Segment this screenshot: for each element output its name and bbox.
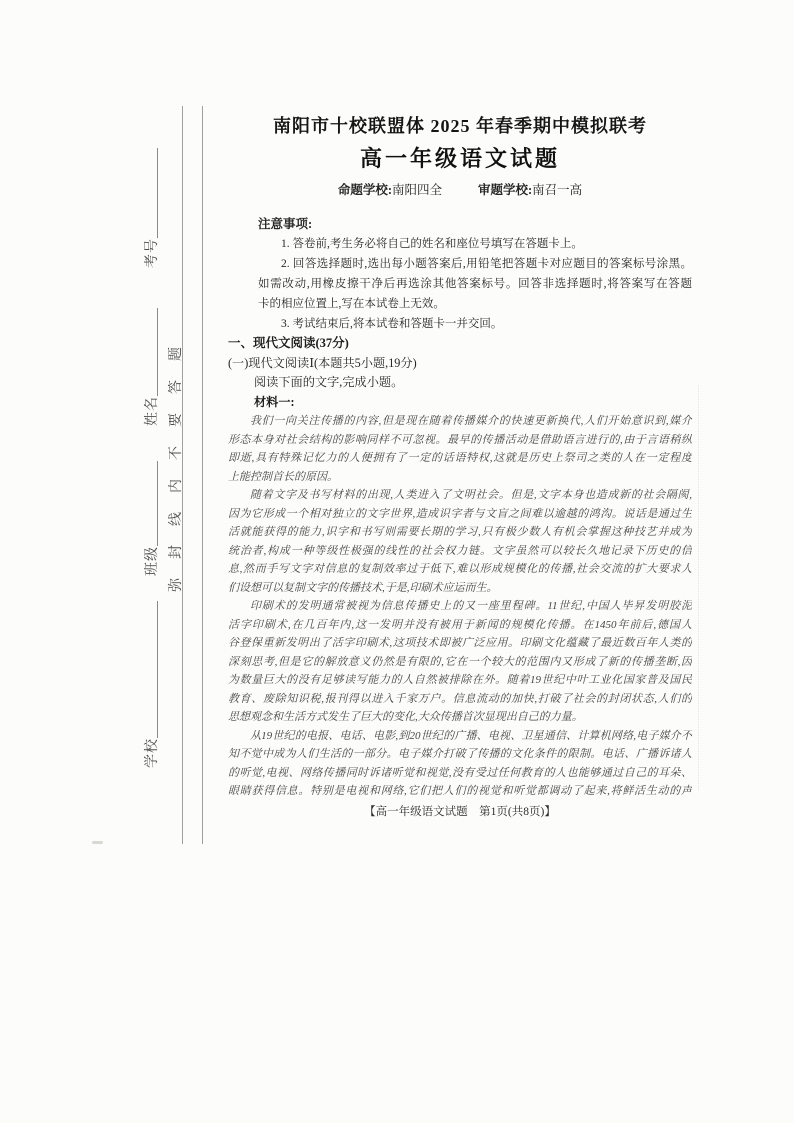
- field-label-exam-number: 考号: [145, 238, 160, 268]
- exam-subtitle: 高一年级语文试题: [359, 146, 560, 171]
- reading-section: [228, 334, 692, 801]
- material-label: 材料一:: [254, 394, 295, 409]
- field-label-name: 姓名: [145, 396, 160, 426]
- seal-line-outer: [202, 106, 203, 844]
- text-line: 深刻思考,但是它的解放意义仍然是有限的,它在一个较大的范围内又形成了新的传播垄断,因: [228, 655, 692, 668]
- material-paragraph-2: [228, 486, 692, 597]
- text-line: 2. 回答选择题时,选出每小题答案后,用铅笔把答题卡对应题目的答案标号涂黑。: [281, 258, 692, 270]
- material-paragraph-4: [228, 727, 692, 801]
- text-line: 眼睛获得信息。特别是电视和网络,它们把人们的视觉和听觉都调动了起来,将鲜活生动的声: [228, 785, 692, 797]
- section-heading: 一、现代文阅读(37分): [228, 336, 349, 350]
- note-item-1: [258, 234, 692, 254]
- school-line: [228, 181, 692, 199]
- notes-section: [258, 214, 692, 334]
- text-line: 印刷术的发明通常被视为信息传播史上的又一座里程碑。11世纪,中国人毕昇发明胶泥: [250, 600, 692, 612]
- text-line: 统治者,构成一种等级性极强的线性的社会权力链。文字虽然可以较长久地记录下历史的信: [228, 544, 692, 557]
- text-line: 思想观念和生活方式发生了巨大的变化,大众传播首次显现出自己的力量。: [228, 711, 583, 723]
- material-paragraph-1: [228, 412, 692, 486]
- text-line: 我们一向关注传播的内容,但是现在随着传播媒介的快速更新换代,人们开始意识到,媒介: [250, 415, 692, 427]
- field-label-class: 班级: [145, 546, 160, 576]
- text-line: 1. 答卷前,考生务必将自己的姓名和座位号填写在答题卡上。: [281, 238, 583, 250]
- text-line: 谷登保重新发明出了活字印刷术,这项技术即被广泛应用。印刷文化蕴藏了最近数百年人类的: [228, 637, 692, 649]
- reviewer-school-label: 审题学校:: [478, 183, 533, 197]
- text-line: 活字印刷术,在几百年内,这一发明并没有被用于新闻的规模化传播。在1450年前后,德国人: [228, 618, 692, 631]
- text-line: 3. 考试结束后,将本试卷和答题卡一并交回。: [281, 318, 503, 330]
- text-line: 息,然而手写文字对信息的复制效率过于低下,难以形成规模化的传播,社会交流的扩大要求人: [228, 563, 692, 575]
- field-label-school: 学校: [145, 738, 160, 768]
- page-footer: 【高一年级语文试题 第1页(共8页)】: [364, 805, 556, 818]
- setter-school-label: 命题学校:: [337, 183, 392, 197]
- text-line: 为数量巨大的没有足够读写能力的人自然被排除在外。随着19世纪中叶工业化国家普及国民: [228, 674, 692, 686]
- notes-heading: 注意事项:: [258, 217, 313, 231]
- exam-content: [228, 114, 692, 821]
- text-line: 知不觉中成为人们生活的一部分。电子媒介打破了传播的文化条件的限制。电话、广播诉诸人: [228, 748, 692, 760]
- text-line: 随着文字及书写材料的出现,人类进入了文明社会。但是,文字本身也造成新的社会隔阂,: [250, 489, 692, 501]
- reading-instruction: 阅读下面的文字,完成小题。: [254, 375, 404, 389]
- text-line: 即逝,具有特殊记忆力的人便拥有了一定的话语特权,这就是历史上祭司之类的人在一定程度: [228, 452, 692, 464]
- setter-school-value: 南阳四全: [391, 183, 442, 197]
- text-line: 从19世纪的电报、电话、电影,到20世纪的广播、电视、卫星通信、计算机网络,电子媒介不: [250, 729, 692, 742]
- material-paragraph-3: [228, 597, 692, 727]
- text-line: 活就能获得的能力,识字和书写则需要长期的学习,只有极少数人有机会掌握这种技艺并成为: [228, 526, 692, 538]
- text-line: 形态本身对社会结构的影响同样不可忽视。最早的传播活动是借助语言进行的,由于言语稍纵: [228, 433, 692, 446]
- text-line: 教育、废除知识税,报刊得以进入千家万户。信息流动的加快,打破了社会的封闭状态,人们的: [228, 692, 692, 705]
- text-line: 卡的相应位置上,写在本试卷上无效。: [258, 298, 445, 310]
- reviewer-school-value: 南召一高: [532, 183, 583, 197]
- field-gap: [155, 576, 156, 601]
- field-gap: [155, 268, 156, 308]
- note-item-2: [258, 254, 692, 314]
- text-line: 们设想可以复制文字的传播技术,于是,印刷术应运而生。: [228, 581, 498, 594]
- text-line: 如需改动,用橡皮擦干净后再选涂其他答案标号。回答非选择题时,将答案写在答题: [258, 278, 692, 290]
- field-underline-class: [140, 461, 158, 546]
- field-underline-name: [140, 308, 158, 396]
- text-line: 上能控制首长的原因。: [228, 470, 338, 483]
- field-underline-exam-number: [140, 148, 158, 238]
- exam-title: 南阳市十校联盟体 2025 年春季期中模拟联考: [273, 116, 647, 136]
- subsection-heading: (一)现代文阅读Ⅰ(本题共5小题,19分): [228, 355, 417, 370]
- field-gap: [155, 426, 156, 461]
- seal-notice-text: 弥封线内不要答题: [169, 328, 184, 592]
- scan-artifact-line: [698, 385, 700, 790]
- note-item-3: [258, 314, 692, 334]
- scan-smudge: [92, 841, 103, 844]
- text-line: 的听觉,电视、网络传播同时诉诸听觉和视觉,没有受过任何教育的人也能够通过自己的耳朵、: [228, 766, 692, 779]
- field-underline-school: [140, 601, 158, 738]
- text-line: 因为它形成一个相对独立的文字世界,造成识字者与文盲之间难以逾越的鸿沟。说话是通过生: [228, 507, 692, 520]
